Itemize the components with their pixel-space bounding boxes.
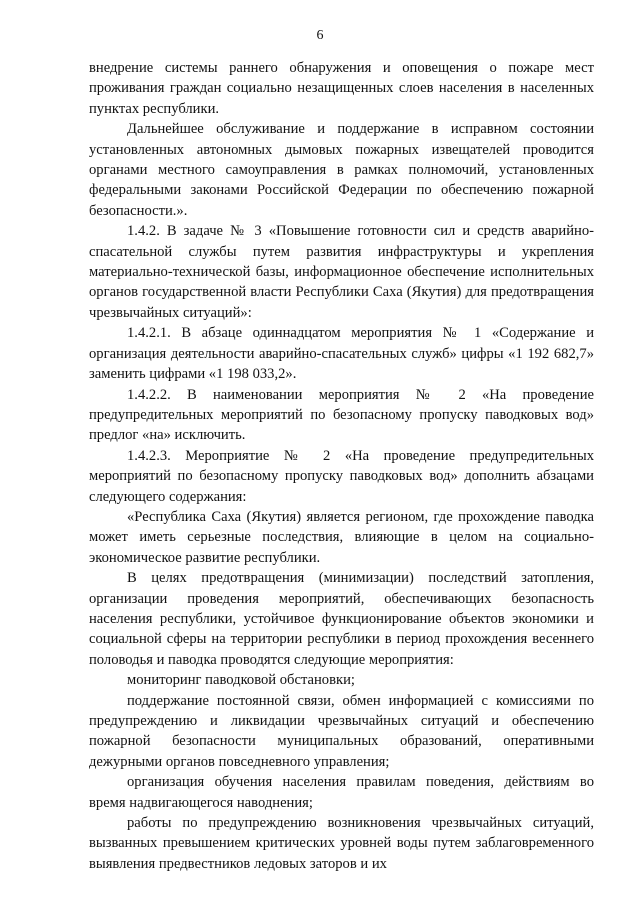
paragraph-8: В целях предотвращения (минимизации) последствий затопления, организации проведения мероприятий, обеспечивающих безопасность населения республики, устойчивое функционирование объектов экономики и социальной сферы на территории республики в период прохождения весеннего половодья и паводка проводятся следующие мероприятия: [89,570,594,668]
document-body [89,58,594,874]
paragraph-7: «Республика Саха (Якутия) является регионом, где прохождение паводка может иметь серьезные последствия, влияющие в целом на социально-экономическое развитие республики. [89,508,594,566]
paragraph-2: Дальнейшее обслуживание и поддержание в исправном состоянии установленных автономных дымовых пожарных извещателей проводится органами местного самоуправления в рамках полномочий, установленных федеральными законами Российской Федерации по обеспечению пожарной безопасности.». [89,121,594,219]
paragraph-10: поддержание постоянной связи, обмен информацией с комиссиями по предупреждению и ликвидации чрезвычайных ситуаций и обеспечению пожарной безопасности муниципальных образований, оперативными дежурными органов повседневного управления; [89,692,594,770]
paragraph-1: внедрение системы раннего обнаружения и оповещения о пожаре мест проживания граждан социально незащищенных слоев населения в населенных пунктах республики. [89,60,594,117]
paragraph-6: 1.4.2.3. Мероприятие № 2 «На проведение предупредительных мероприятий по безопасному пропуску паводковых вод» дополнить абзацами следующего содержания: [89,447,594,505]
paragraph-12: работы по предупреждению возникновения чрезвычайных ситуаций, вызванных превышением критических уровней воды путем заблаговременного выявления предвестников ледовых заторов и их [89,815,594,872]
paragraph-4: 1.4.2.1. В абзаце одиннадцатом мероприятия № 1 «Содержание и организация деятельности аварийно-спасательных служб» цифры «1 192 682,7» заменить цифрами «1 198 033,2». [89,325,594,383]
paragraph-11: организация обучения населения правилам поведения, действиям во время надвигающегося наводнения; [89,774,594,811]
page-number: 6 [316,28,324,43]
paragraph-3: 1.4.2. В задаче № 3 «Повышение готовности сил и средств аварийно-спасательной службы путем развития инфраструктуры и укрепления материально-технической базы, информационное обеспечение исполнительных органов государственной власти Республики Саха (Якутия) для предотвращения чрезвычайных ситуаций»: [89,223,594,321]
paragraph-5: 1.4.2.2. В наименовании мероприятия № 2 «На проведение предупредительных мероприятий по безопасному пропуску паводковых вод» предлог «на» исключить. [89,386,594,444]
paragraph-9: мониторинг паводковой обстановки; [127,672,355,689]
